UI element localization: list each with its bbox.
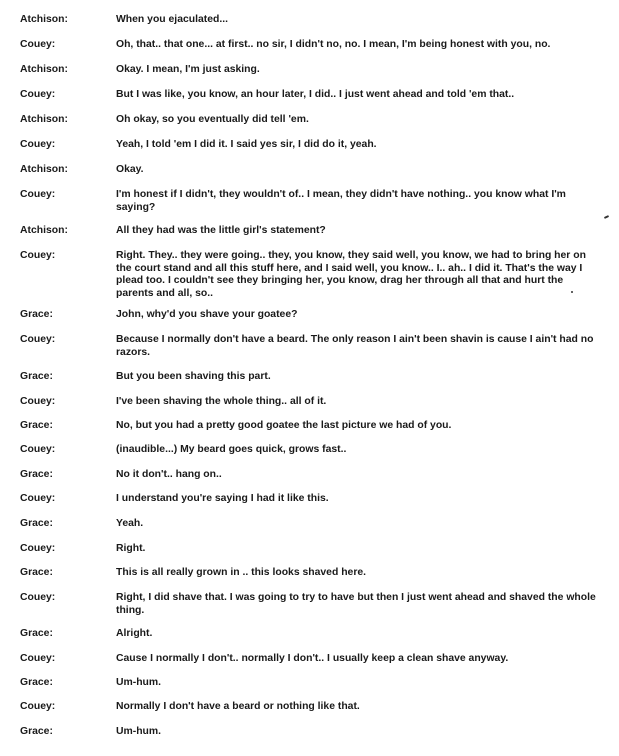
scan-speck [571, 291, 573, 293]
utterance-text: Okay. [116, 164, 144, 175]
utterance-text: Right, I did shave that. I was going to try to have but then I just went ahead and shaved the whole thing. [116, 592, 596, 616]
utterance-text: Normally I don't have a beard or nothing like that. [116, 701, 360, 712]
speaker-label: Couey: [20, 653, 56, 664]
utterance-text: Right. They.. they were going.. they, you know, they said well, you know, we had to bring her on the court stand and all this stuff here, and I said well, you know.. I.. ah.. I did it. That's the way I plead too. I couldn't see they bringing her, you know, drag her through all that and hurt the parents and all, so.. [116, 250, 586, 299]
utterance-text: Um-hum. [116, 677, 162, 688]
utterance-text: This is all really grown in .. this looks shaved here. [116, 567, 367, 578]
utterance-text: (inaudible...) My beard goes quick, grows fast.. [116, 444, 347, 455]
speaker-label: Couey: [20, 444, 56, 455]
speaker-label: Couey: [20, 250, 56, 261]
utterance-text: Okay. I mean, I'm just asking. [116, 64, 260, 75]
speaker-label: Atchison: [20, 225, 68, 236]
speaker-label: Grace: [20, 567, 53, 578]
speaker-label: Atchison: [20, 114, 68, 125]
speaker-label: Couey: [20, 396, 56, 407]
utterance-text: Cause I normally I don't.. normally I don't.. I usually keep a clean shave anyway. [116, 653, 509, 664]
speaker-label: Couey: [20, 592, 56, 603]
utterance-text: But I was like, you know, an hour later, I did.. I just went ahead and told 'em that.. [116, 89, 515, 100]
utterance-text: Yeah. [116, 518, 144, 529]
speaker-label: Couey: [20, 39, 56, 50]
speaker-label: Atchison: [20, 164, 68, 175]
speaker-label: Grace: [20, 677, 53, 688]
speaker-label: Atchison: [20, 14, 68, 25]
scan-speck [604, 215, 609, 219]
utterance-text: All they had was the little girl's statement? [116, 225, 326, 236]
speaker-label: Couey: [20, 493, 56, 504]
speaker-label: Couey: [20, 89, 56, 100]
utterance-text: Um-hum. [116, 726, 162, 737]
speaker-label: Grace: [20, 420, 53, 431]
speaker-label: Couey: [20, 189, 56, 200]
utterance-text: John, why'd you shave your goatee? [116, 309, 298, 320]
speaker-label: Grace: [20, 469, 53, 480]
utterance-text: Oh okay, so you eventually did tell 'em. [116, 114, 309, 125]
utterance-text: No it don't.. hang on.. [116, 469, 222, 480]
speaker-label: Grace: [20, 371, 53, 382]
utterance-text: Because I normally don't have a beard. The only reason I ain't been shavin is cause I ain't had no razors. [116, 334, 594, 358]
utterance-text: Oh, that.. that one... at first.. no sir, I didn't no, no. I mean, I'm being honest with you, no. [116, 39, 551, 50]
utterance-text: I understand you're saying I had it like this. [116, 493, 329, 504]
speaker-label: Grace: [20, 726, 53, 737]
speaker-label: Grace: [20, 518, 53, 529]
utterance-text: No, but you had a pretty good goatee the last picture we had of you. [116, 420, 452, 431]
speaker-label: Couey: [20, 543, 56, 554]
utterance-text: Right. [116, 543, 146, 554]
utterance-text: But you been shaving this part. [116, 371, 271, 382]
utterance-text: I'm honest if I didn't, they wouldn't of.. I mean, they didn't have nothing.. you know what I'm saying? [116, 189, 566, 213]
speaker-label: Couey: [20, 334, 56, 345]
speaker-label: Couey: [20, 701, 56, 712]
utterance-text: Alright. [116, 628, 153, 639]
speaker-label: Couey: [20, 139, 56, 150]
speaker-label: Atchison: [20, 64, 68, 75]
utterance-text: When you ejaculated... [116, 14, 229, 25]
speaker-label: Grace: [20, 628, 53, 639]
speaker-label: Grace: [20, 309, 53, 320]
utterance-text: Yeah, I told 'em I did it. I said yes sir, I did do it, yeah. [116, 139, 377, 150]
utterance-text: I've been shaving the whole thing.. all of it. [116, 396, 327, 407]
